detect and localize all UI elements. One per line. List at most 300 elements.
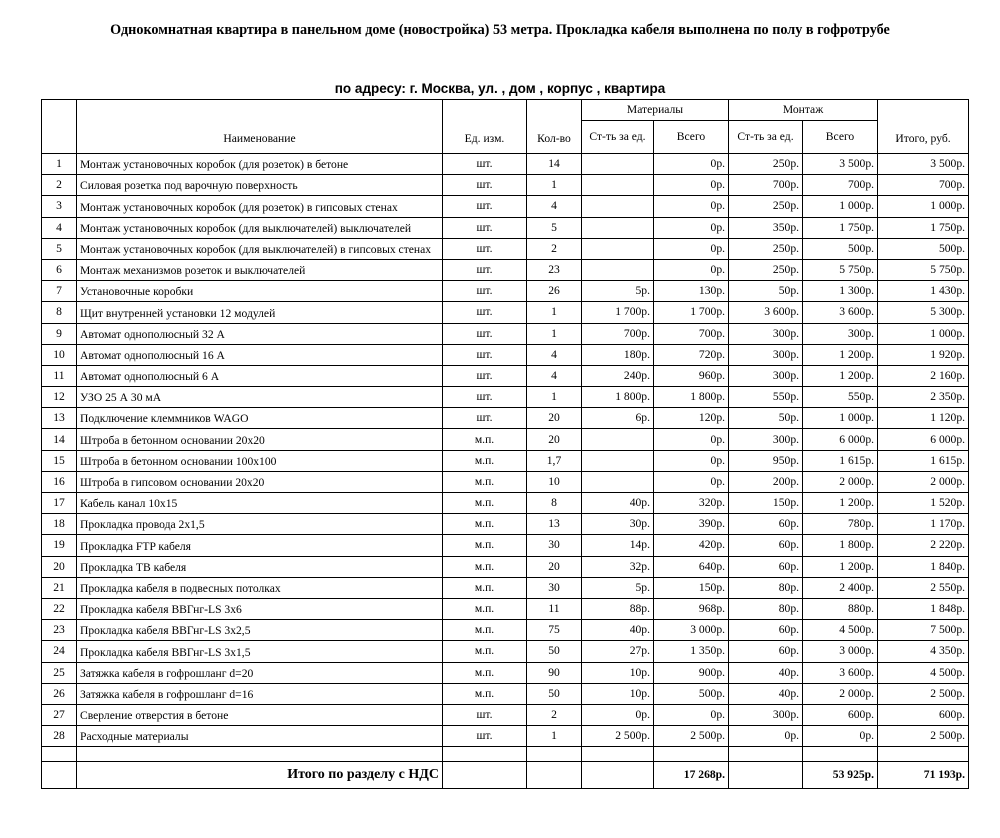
row-montage-total: 0р. bbox=[803, 726, 878, 747]
row-material-unit-cost: 6р. bbox=[582, 408, 654, 429]
row-montage-total: 700р. bbox=[803, 175, 878, 196]
row-qty: 1,7 bbox=[527, 450, 582, 471]
row-unit: м.п. bbox=[443, 471, 527, 492]
blank-cell bbox=[803, 747, 878, 762]
row-grand-total: 2 500р. bbox=[878, 683, 969, 704]
row-grand-total: 1 120р. bbox=[878, 408, 969, 429]
row-unit: шт. bbox=[443, 259, 527, 280]
row-unit: м.п. bbox=[443, 662, 527, 683]
row-montage-total: 2 400р. bbox=[803, 577, 878, 598]
table-row bbox=[42, 704, 969, 725]
header-grand-total: Итого, руб. bbox=[878, 100, 969, 154]
row-material-total: 900р. bbox=[654, 662, 729, 683]
row-grand-total: 1 840р. bbox=[878, 556, 969, 577]
row-montage-unit-cost: 550р. bbox=[729, 387, 803, 408]
row-grand-total: 1 615р. bbox=[878, 450, 969, 471]
row-material-unit-cost: 40р. bbox=[582, 620, 654, 641]
table-row bbox=[42, 344, 969, 365]
row-name: Монтаж установочных коробок (для розеток) в бетоне bbox=[77, 154, 443, 175]
row-grand-total: 6 000р. bbox=[878, 429, 969, 450]
row-name: Щит внутренней установки 12 модулей bbox=[77, 302, 443, 323]
row-montage-total: 4 500р. bbox=[803, 620, 878, 641]
row-material-unit-cost: 30р. bbox=[582, 514, 654, 535]
row-name: Монтаж установочных коробок (для выключателей) в гипсовых стенах bbox=[77, 238, 443, 259]
row-unit: м.п. bbox=[443, 641, 527, 662]
row-montage-unit-cost: 60р. bbox=[729, 535, 803, 556]
row-qty: 8 bbox=[527, 493, 582, 514]
row-number: 2 bbox=[42, 175, 77, 196]
row-montage-total: 1 200р. bbox=[803, 365, 878, 386]
row-montage-unit-cost: 300р. bbox=[729, 704, 803, 725]
row-name: Кабель канал 10х15 bbox=[77, 493, 443, 514]
row-qty: 20 bbox=[527, 429, 582, 450]
row-qty: 13 bbox=[527, 514, 582, 535]
row-montage-unit-cost: 250р. bbox=[729, 238, 803, 259]
row-name: Установочные коробки bbox=[77, 281, 443, 302]
row-number: 13 bbox=[42, 408, 77, 429]
row-material-unit-cost bbox=[582, 196, 654, 217]
row-unit: м.п. bbox=[443, 450, 527, 471]
row-number: 25 bbox=[42, 662, 77, 683]
row-qty: 2 bbox=[527, 238, 582, 259]
row-qty: 50 bbox=[527, 641, 582, 662]
row-material-total: 960р. bbox=[654, 365, 729, 386]
header-mat-unit-cost: Ст-ть за ед. bbox=[582, 121, 654, 154]
row-number: 17 bbox=[42, 493, 77, 514]
row-material-total: 3 000р. bbox=[654, 620, 729, 641]
blank-row bbox=[42, 747, 969, 762]
row-montage-unit-cost: 300р. bbox=[729, 344, 803, 365]
table-row bbox=[42, 683, 969, 704]
row-number: 28 bbox=[42, 726, 77, 747]
row-material-unit-cost bbox=[582, 238, 654, 259]
row-montage-unit-cost: 3 600р. bbox=[729, 302, 803, 323]
row-material-total: 390р. bbox=[654, 514, 729, 535]
header-row-top bbox=[42, 100, 969, 121]
row-material-unit-cost bbox=[582, 217, 654, 238]
blank-cell bbox=[527, 747, 582, 762]
row-montage-unit-cost: 60р. bbox=[729, 620, 803, 641]
row-montage-unit-cost: 300р. bbox=[729, 429, 803, 450]
row-montage-total: 6 000р. bbox=[803, 429, 878, 450]
table-row bbox=[42, 408, 969, 429]
row-unit: м.п. bbox=[443, 514, 527, 535]
blank-cell bbox=[77, 747, 443, 762]
row-number: 6 bbox=[42, 259, 77, 280]
row-montage-total: 1 200р. bbox=[803, 344, 878, 365]
row-material-unit-cost: 40р. bbox=[582, 493, 654, 514]
row-qty: 1 bbox=[527, 726, 582, 747]
table-row bbox=[42, 196, 969, 217]
summary-empty-cell bbox=[42, 762, 77, 789]
row-unit: м.п. bbox=[443, 556, 527, 577]
row-montage-total: 1 300р. bbox=[803, 281, 878, 302]
row-number: 24 bbox=[42, 641, 77, 662]
row-qty: 1 bbox=[527, 302, 582, 323]
row-unit: шт. bbox=[443, 704, 527, 725]
row-material-unit-cost: 5р. bbox=[582, 577, 654, 598]
row-montage-unit-cost: 80р. bbox=[729, 577, 803, 598]
row-grand-total: 600р. bbox=[878, 704, 969, 725]
row-name: Штроба в гипсовом основании 20х20 bbox=[77, 471, 443, 492]
row-material-total: 0р. bbox=[654, 704, 729, 725]
row-qty: 4 bbox=[527, 344, 582, 365]
row-montage-unit-cost: 50р. bbox=[729, 408, 803, 429]
table-row bbox=[42, 641, 969, 662]
row-montage-total: 2 000р. bbox=[803, 471, 878, 492]
row-number: 7 bbox=[42, 281, 77, 302]
row-grand-total: 2 500р. bbox=[878, 726, 969, 747]
row-name: Прокладка кабеля ВВГнг-LS 3х2,5 bbox=[77, 620, 443, 641]
row-material-unit-cost: 10р. bbox=[582, 683, 654, 704]
row-material-unit-cost bbox=[582, 175, 654, 196]
table-row bbox=[42, 726, 969, 747]
row-unit: м.п. bbox=[443, 493, 527, 514]
row-qty: 2 bbox=[527, 704, 582, 725]
table-row bbox=[42, 323, 969, 344]
row-material-total: 0р. bbox=[654, 217, 729, 238]
row-unit: шт. bbox=[443, 365, 527, 386]
table-row bbox=[42, 620, 969, 641]
row-name: Монтаж установочных коробок (для розеток) в гипсовых стенах bbox=[77, 196, 443, 217]
row-material-unit-cost: 14р. bbox=[582, 535, 654, 556]
row-qty: 50 bbox=[527, 683, 582, 704]
row-number: 4 bbox=[42, 217, 77, 238]
row-montage-unit-cost: 250р. bbox=[729, 196, 803, 217]
row-grand-total: 4 500р. bbox=[878, 662, 969, 683]
row-qty: 90 bbox=[527, 662, 582, 683]
row-material-unit-cost: 1 800р. bbox=[582, 387, 654, 408]
row-material-total: 0р. bbox=[654, 175, 729, 196]
row-name: Автомат однополюсный 6 А bbox=[77, 365, 443, 386]
row-montage-unit-cost: 250р. bbox=[729, 259, 803, 280]
row-unit: м.п. bbox=[443, 577, 527, 598]
row-montage-total: 500р. bbox=[803, 238, 878, 259]
row-material-unit-cost: 88р. bbox=[582, 598, 654, 619]
row-qty: 20 bbox=[527, 408, 582, 429]
row-material-unit-cost: 1 700р. bbox=[582, 302, 654, 323]
row-montage-total: 3 000р. bbox=[803, 641, 878, 662]
row-montage-unit-cost: 200р. bbox=[729, 471, 803, 492]
row-material-unit-cost bbox=[582, 450, 654, 471]
row-montage-total: 3 500р. bbox=[803, 154, 878, 175]
row-number: 19 bbox=[42, 535, 77, 556]
row-grand-total: 7 500р. bbox=[878, 620, 969, 641]
row-montage-unit-cost: 0р. bbox=[729, 726, 803, 747]
summary-empty-cell bbox=[729, 762, 803, 789]
row-material-total: 700р. bbox=[654, 323, 729, 344]
row-grand-total: 1 848р. bbox=[878, 598, 969, 619]
row-montage-unit-cost: 60р. bbox=[729, 514, 803, 535]
row-grand-total: 2 000р. bbox=[878, 471, 969, 492]
table-row bbox=[42, 662, 969, 683]
row-qty: 1 bbox=[527, 175, 582, 196]
row-grand-total: 2 160р. bbox=[878, 365, 969, 386]
row-number: 10 bbox=[42, 344, 77, 365]
row-montage-total: 3 600р. bbox=[803, 302, 878, 323]
row-grand-total: 500р. bbox=[878, 238, 969, 259]
row-number: 22 bbox=[42, 598, 77, 619]
row-material-unit-cost bbox=[582, 429, 654, 450]
row-grand-total: 4 350р. bbox=[878, 641, 969, 662]
row-unit: шт. bbox=[443, 217, 527, 238]
row-montage-total: 880р. bbox=[803, 598, 878, 619]
row-number: 15 bbox=[42, 450, 77, 471]
header-materials: Материалы bbox=[582, 100, 729, 121]
table-row bbox=[42, 259, 969, 280]
summary-row bbox=[42, 762, 969, 789]
row-grand-total: 2 350р. bbox=[878, 387, 969, 408]
row-montage-unit-cost: 40р. bbox=[729, 662, 803, 683]
row-name: Силовая розетка под варочную поверхность bbox=[77, 175, 443, 196]
row-number: 16 bbox=[42, 471, 77, 492]
row-unit: шт. bbox=[443, 196, 527, 217]
row-number: 26 bbox=[42, 683, 77, 704]
row-unit: шт. bbox=[443, 344, 527, 365]
row-name: Прокладка кабеля ВВГнг-LS 3х1,5 bbox=[77, 641, 443, 662]
row-number: 12 bbox=[42, 387, 77, 408]
row-grand-total: 700р. bbox=[878, 175, 969, 196]
table-row bbox=[42, 450, 969, 471]
row-montage-unit-cost: 250р. bbox=[729, 154, 803, 175]
row-material-total: 120р. bbox=[654, 408, 729, 429]
summary-empty-cell bbox=[527, 762, 582, 789]
row-material-unit-cost: 32р. bbox=[582, 556, 654, 577]
row-name: Автомат однополюсный 16 А bbox=[77, 344, 443, 365]
row-montage-total: 600р. bbox=[803, 704, 878, 725]
row-montage-total: 1 800р. bbox=[803, 535, 878, 556]
row-name: Затяжка кабеля в гофрошланг d=16 bbox=[77, 683, 443, 704]
row-unit: шт. bbox=[443, 154, 527, 175]
row-number: 9 bbox=[42, 323, 77, 344]
row-material-unit-cost: 700р. bbox=[582, 323, 654, 344]
row-name: Прокладка провода 2х1,5 bbox=[77, 514, 443, 535]
row-material-total: 0р. bbox=[654, 259, 729, 280]
row-unit: шт. bbox=[443, 408, 527, 429]
row-montage-unit-cost: 60р. bbox=[729, 556, 803, 577]
row-name: Сверление отверстия в бетоне bbox=[77, 704, 443, 725]
row-qty: 1 bbox=[527, 323, 582, 344]
row-qty: 10 bbox=[527, 471, 582, 492]
row-unit: м.п. bbox=[443, 620, 527, 641]
row-unit: шт. bbox=[443, 387, 527, 408]
estimate-table bbox=[41, 99, 969, 789]
row-montage-total: 550р. bbox=[803, 387, 878, 408]
row-grand-total: 1 000р. bbox=[878, 196, 969, 217]
row-qty: 5 bbox=[527, 217, 582, 238]
row-unit: м.п. bbox=[443, 429, 527, 450]
header-qty: Кол-во bbox=[527, 100, 582, 154]
row-material-total: 0р. bbox=[654, 154, 729, 175]
summary-materials-total: 17 268р. bbox=[654, 762, 729, 789]
row-material-unit-cost: 2 500р. bbox=[582, 726, 654, 747]
row-montage-unit-cost: 350р. bbox=[729, 217, 803, 238]
row-grand-total: 2 220р. bbox=[878, 535, 969, 556]
header-number-cell bbox=[42, 100, 77, 154]
row-material-unit-cost: 5р. bbox=[582, 281, 654, 302]
row-material-total: 968р. bbox=[654, 598, 729, 619]
row-qty: 4 bbox=[527, 196, 582, 217]
row-qty: 11 bbox=[527, 598, 582, 619]
table-row bbox=[42, 238, 969, 259]
table-row bbox=[42, 429, 969, 450]
row-number: 5 bbox=[42, 238, 77, 259]
row-grand-total: 5 750р. bbox=[878, 259, 969, 280]
header-montage: Монтаж bbox=[729, 100, 878, 121]
row-material-unit-cost: 180р. bbox=[582, 344, 654, 365]
row-montage-total: 780р. bbox=[803, 514, 878, 535]
table-row bbox=[42, 175, 969, 196]
row-name: Штроба в бетонном основании 100х100 bbox=[77, 450, 443, 471]
row-montage-unit-cost: 80р. bbox=[729, 598, 803, 619]
row-montage-total: 1 200р. bbox=[803, 556, 878, 577]
row-grand-total: 1 000р. bbox=[878, 323, 969, 344]
row-name: Прокладка кабеля ВВГнг-LS 3х6 bbox=[77, 598, 443, 619]
row-grand-total: 1 170р. bbox=[878, 514, 969, 535]
row-grand-total: 5 300р. bbox=[878, 302, 969, 323]
row-name: Прокладка кабеля в подвесных потолках bbox=[77, 577, 443, 598]
row-material-total: 500р. bbox=[654, 683, 729, 704]
row-unit: м.п. bbox=[443, 683, 527, 704]
address-line: по адресу: г. Москва, ул. , дом , корпус , квартира bbox=[334, 81, 666, 96]
row-qty: 75 bbox=[527, 620, 582, 641]
row-montage-total: 1 615р. bbox=[803, 450, 878, 471]
row-grand-total: 1 750р. bbox=[878, 217, 969, 238]
row-number: 23 bbox=[42, 620, 77, 641]
header-unit: Ед. изм. bbox=[443, 100, 527, 154]
row-material-total: 2 500р. bbox=[654, 726, 729, 747]
summary-grand-total: 71 193р. bbox=[878, 762, 969, 789]
row-grand-total: 2 550р. bbox=[878, 577, 969, 598]
blank-cell bbox=[42, 747, 77, 762]
blank-cell bbox=[878, 747, 969, 762]
row-material-unit-cost: 27р. bbox=[582, 641, 654, 662]
row-number: 11 bbox=[42, 365, 77, 386]
row-number: 27 bbox=[42, 704, 77, 725]
row-material-unit-cost: 240р. bbox=[582, 365, 654, 386]
row-number: 18 bbox=[42, 514, 77, 535]
row-name: Монтаж установочных коробок (для выключателей) выключателей bbox=[77, 217, 443, 238]
row-grand-total: 1 920р. bbox=[878, 344, 969, 365]
row-number: 8 bbox=[42, 302, 77, 323]
row-unit: шт. bbox=[443, 323, 527, 344]
summary-label: Итого по разделу с НДС bbox=[77, 762, 443, 789]
row-number: 21 bbox=[42, 577, 77, 598]
blank-cell bbox=[654, 747, 729, 762]
row-montage-unit-cost: 950р. bbox=[729, 450, 803, 471]
row-unit: м.п. bbox=[443, 535, 527, 556]
row-qty: 14 bbox=[527, 154, 582, 175]
row-name: Расходные материалы bbox=[77, 726, 443, 747]
blank-cell bbox=[443, 747, 527, 762]
row-material-total: 1 700р. bbox=[654, 302, 729, 323]
row-material-total: 320р. bbox=[654, 493, 729, 514]
table-row bbox=[42, 281, 969, 302]
row-name: Прокладка FTP кабеля bbox=[77, 535, 443, 556]
row-montage-total: 3 600р. bbox=[803, 662, 878, 683]
row-material-total: 1 800р. bbox=[654, 387, 729, 408]
row-material-total: 0р. bbox=[654, 471, 729, 492]
row-number: 3 bbox=[42, 196, 77, 217]
row-grand-total: 3 500р. bbox=[878, 154, 969, 175]
blank-cell bbox=[729, 747, 803, 762]
row-qty: 26 bbox=[527, 281, 582, 302]
row-unit: м.п. bbox=[443, 598, 527, 619]
table-row bbox=[42, 217, 969, 238]
row-montage-unit-cost: 300р. bbox=[729, 323, 803, 344]
table-row bbox=[42, 577, 969, 598]
summary-montage-total: 53 925р. bbox=[803, 762, 878, 789]
table-row bbox=[42, 154, 969, 175]
row-montage-unit-cost: 50р. bbox=[729, 281, 803, 302]
row-name: Монтаж механизмов розеток и выключателей bbox=[77, 259, 443, 280]
summary-empty-cell bbox=[443, 762, 527, 789]
row-unit: шт. bbox=[443, 175, 527, 196]
table-row bbox=[42, 514, 969, 535]
row-name: УЗО 25 А 30 мА bbox=[77, 387, 443, 408]
row-material-unit-cost: 0р. bbox=[582, 704, 654, 725]
row-montage-total: 1 000р. bbox=[803, 196, 878, 217]
row-montage-unit-cost: 150р. bbox=[729, 493, 803, 514]
row-montage-total: 5 750р. bbox=[803, 259, 878, 280]
row-qty: 20 bbox=[527, 556, 582, 577]
row-grand-total: 1 430р. bbox=[878, 281, 969, 302]
row-unit: шт. bbox=[443, 726, 527, 747]
row-montage-total: 1 200р. bbox=[803, 493, 878, 514]
header-mon-unit-cost: Ст-ть за ед. bbox=[729, 121, 803, 154]
row-qty: 30 bbox=[527, 577, 582, 598]
row-name: Автомат однополюсный 32 А bbox=[77, 323, 443, 344]
row-material-total: 640р. bbox=[654, 556, 729, 577]
row-material-total: 720р. bbox=[654, 344, 729, 365]
row-montage-unit-cost: 40р. bbox=[729, 683, 803, 704]
row-montage-unit-cost: 700р. bbox=[729, 175, 803, 196]
row-montage-unit-cost: 300р. bbox=[729, 365, 803, 386]
row-material-total: 0р. bbox=[654, 196, 729, 217]
row-material-unit-cost bbox=[582, 154, 654, 175]
row-montage-total: 300р. bbox=[803, 323, 878, 344]
table-row bbox=[42, 556, 969, 577]
row-qty: 1 bbox=[527, 387, 582, 408]
row-name: Штроба в бетонном основании 20х20 bbox=[77, 429, 443, 450]
row-montage-total: 1 750р. bbox=[803, 217, 878, 238]
row-montage-unit-cost: 60р. bbox=[729, 641, 803, 662]
row-material-total: 150р. bbox=[654, 577, 729, 598]
row-number: 20 bbox=[42, 556, 77, 577]
row-material-unit-cost bbox=[582, 471, 654, 492]
row-material-total: 130р. bbox=[654, 281, 729, 302]
table-row bbox=[42, 535, 969, 556]
table-row bbox=[42, 471, 969, 492]
header-mat-total: Всего bbox=[654, 121, 729, 154]
summary-empty-cell bbox=[582, 762, 654, 789]
table-row bbox=[42, 387, 969, 408]
row-montage-total: 1 000р. bbox=[803, 408, 878, 429]
header-name: Наименование bbox=[77, 100, 443, 154]
row-number: 1 bbox=[42, 154, 77, 175]
row-name: Прокладка ТВ кабеля bbox=[77, 556, 443, 577]
row-qty: 23 bbox=[527, 259, 582, 280]
header-mon-total: Всего bbox=[803, 121, 878, 154]
row-material-total: 420р. bbox=[654, 535, 729, 556]
row-material-total: 1 350р. bbox=[654, 641, 729, 662]
table-row bbox=[42, 365, 969, 386]
table-row bbox=[42, 302, 969, 323]
table-row bbox=[42, 493, 969, 514]
row-unit: шт. bbox=[443, 302, 527, 323]
row-montage-total: 2 000р. bbox=[803, 683, 878, 704]
row-qty: 30 bbox=[527, 535, 582, 556]
